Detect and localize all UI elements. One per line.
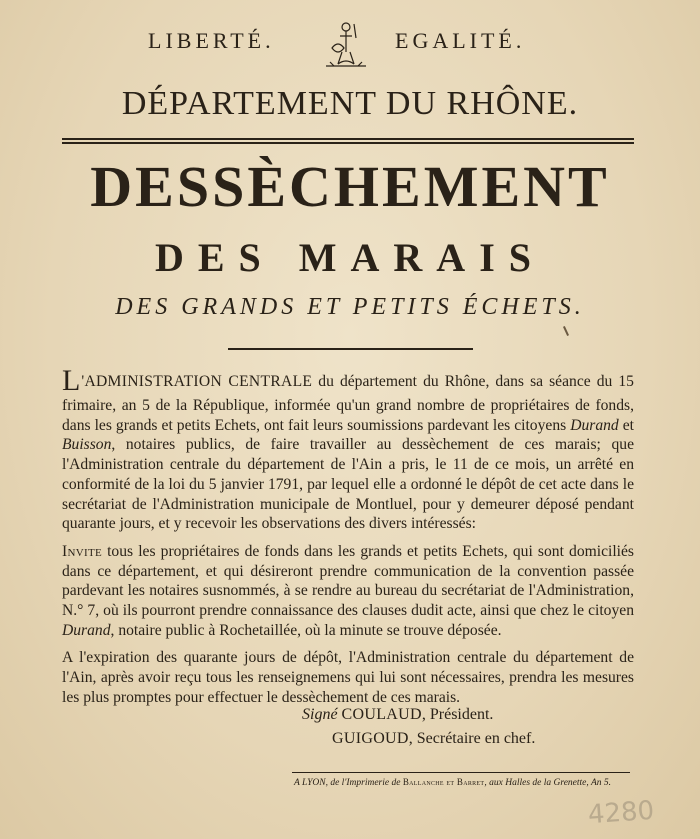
signatory-name: GUIGOUD: [332, 730, 409, 747]
paragraph-lead: 'ADMINISTRATION CENTRALE: [81, 373, 313, 390]
drop-cap: L: [62, 364, 81, 397]
liberty-figure-icon: [318, 18, 374, 70]
decree-body: [62, 366, 634, 716]
paragraph-text: tous les propriétaires de fonds dans les grands et petits Echets, qui sont domiciliés dans ce département, et qui désireront prendre communication de la convention passée pardevant les notaires susnommés, à se rendre au bureau du secrétariat de l'Administration, N.° 7, où ils pourront prendre connaissance des clauses dudit acte, ainsi que chez le citoyen: [62, 542, 634, 620]
motto-liberte: LIBERTÉ.: [148, 28, 275, 53]
paragraph-text: et: [618, 416, 635, 434]
paragraph-text: du département du Rhône, dans sa séance du 15 frimaire, an 5 de la République, informée qu'un grand nombre de propriétaires de fonds, dans les grands et petits Echets, ont fait leurs soumissions pardevant les citoyens: [62, 373, 634, 434]
signature-president: [302, 706, 493, 724]
imprint-rule: [292, 772, 630, 773]
department-heading: DÉPARTEMENT DU RHÔNE.: [121, 85, 579, 122]
imprint-text: , de l'Imprimerie de: [325, 778, 403, 788]
notary-name: Durand: [570, 416, 619, 434]
paragraph-2: [62, 542, 634, 641]
printer-imprint: [294, 777, 611, 788]
location-title: DES GRANDS ET PETITS ÉCHETS.: [115, 294, 585, 320]
paragraph-text: , notaire public à Rochetaillée, où la minute se trouve déposée.: [110, 621, 502, 639]
notary-name: Durand: [62, 621, 111, 639]
imprint-city: A LYON: [294, 778, 326, 788]
signatory-title: , Secrétaire en chef.: [408, 730, 536, 747]
printer-names: Ballanche et Barret: [402, 777, 485, 787]
signature-secretary: [332, 730, 535, 748]
signature-prefix: Signé: [302, 706, 338, 723]
paragraph-text: , notaires publics, de faire travailler au dessèchement de ces marais; que l'Administration centrale du département de l'Ain a pris, le 11 de ce mois, un arrêté en conformité de la loi du 5 janvier 1791, par lequel elle a ordonné le dépôt de cet acte dans le secrétariat de l'Administration municipale de Montluel, pour y demeurer déposé pendant quarante jours, et y recevoir les observations des divers intéressés:: [62, 436, 634, 533]
notary-name: Buisson: [62, 436, 112, 454]
imprint-text: , aux Halles de la Grenette, An 5.: [484, 778, 612, 788]
signatory-title: , Président.: [421, 706, 494, 723]
archive-number: 4280: [587, 795, 656, 831]
paragraph-3: A l'expiration des quarante jours de dépôt, l'Administration centrale du département de l'Ain, après avoir reçu tous les renseignemens qui lui sont nécessaires, prendra les mesures les plus promptes pour effectuer le dessèchement de ces marais.: [62, 649, 634, 706]
sub-title: DES MARAIS: [154, 235, 546, 280]
paragraph-1: [62, 366, 634, 534]
motto-egalite: EGALITÉ.: [395, 28, 526, 53]
rule-divider: [228, 348, 473, 350]
signatory-name: COULAUD: [341, 706, 422, 723]
ink-mark: [563, 326, 569, 336]
double-rule-divider: [62, 138, 634, 144]
main-title: DESSÈCHEMENT: [90, 154, 610, 219]
masthead: [0, 18, 700, 68]
paragraph-lead: Invite: [62, 542, 102, 560]
